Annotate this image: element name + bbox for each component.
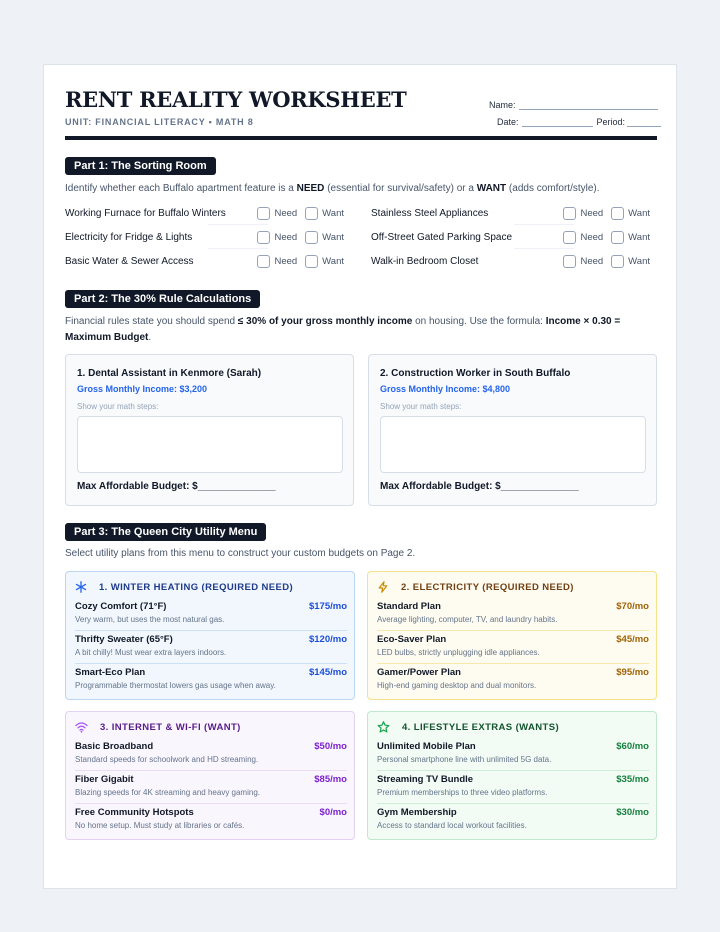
plan-divider <box>377 803 649 804</box>
plan-name: Streaming TV Bundle <box>377 774 474 785</box>
plan-name: Unlimited Mobile Plan <box>377 741 476 752</box>
plan-price: $0/mo <box>319 807 347 818</box>
want-option-label: Want <box>628 207 650 219</box>
name-field[interactable] <box>519 101 658 110</box>
menu-card-header <box>75 581 293 593</box>
menu-card-title: 3. INTERNET & WI-FI (WANT) <box>100 721 241 733</box>
calc-card-title: 1. Dental Assistant in Kenmore (Sarah) <box>77 368 262 379</box>
checkbox-box[interactable] <box>563 231 576 244</box>
menu-card-header <box>377 581 574 593</box>
plan-description: No home setup. Must study at libraries or cafés. <box>75 821 245 830</box>
need-checkbox[interactable] <box>257 255 297 268</box>
plan-description: Blazing speeds for 4K streaming and heavy gaming. <box>75 788 260 797</box>
utility-menu-card <box>367 571 657 700</box>
need-option-label: Need <box>274 255 298 267</box>
plan-divider <box>377 770 649 771</box>
want-option-label: Want <box>322 255 344 267</box>
menu-plan-item[interactable] <box>377 807 649 840</box>
plan-divider <box>377 630 649 631</box>
sort-item-row <box>371 201 658 225</box>
need-checkbox[interactable] <box>563 255 603 268</box>
plan-divider <box>75 630 347 631</box>
calc-card-title: 2. Construction Worker in South Buffalo <box>380 368 571 379</box>
need-option-label: Need <box>580 255 604 267</box>
checkbox-box[interactable] <box>257 231 270 244</box>
period-field[interactable] <box>627 118 661 127</box>
sort-item-row <box>65 201 352 225</box>
plan-description: LED bulbs, strictly unplugging idle appliances. <box>377 648 540 657</box>
checkbox-box[interactable] <box>305 231 318 244</box>
plan-name: Gamer/Power Plan <box>377 667 461 678</box>
sort-item-row <box>65 249 352 273</box>
utility-menu-card <box>367 711 657 840</box>
want-checkbox[interactable] <box>611 231 650 244</box>
gross-income: Gross Monthly Income: $4,800 <box>380 384 511 394</box>
want-keyword: WANT <box>476 183 507 194</box>
need-checkbox[interactable] <box>257 231 297 244</box>
sort-item-row <box>65 225 352 249</box>
plan-description: Average lighting, computer, TV, and laundry habits. <box>377 615 558 624</box>
plan-description: A bit chilly! Must wear extra layers indoors. <box>75 648 227 657</box>
need-option-label: Need <box>274 207 298 219</box>
lightning-icon <box>377 581 395 593</box>
sort-item-row <box>371 249 658 273</box>
part2-intro-text: Financial rules state you should spend <box>65 316 238 327</box>
plan-price: $145/mo <box>308 667 347 678</box>
sort-item-label: Off-Street Gated Parking Space <box>371 231 513 243</box>
part3-label: Part 3: The Queen City Utility Menu <box>65 523 266 541</box>
star-icon <box>377 721 396 733</box>
math-work-area[interactable] <box>380 416 646 473</box>
plan-description: Access to standard local workout facilities. <box>377 821 527 830</box>
calc-card-construction <box>368 354 657 506</box>
part3-instructions: Select utility plans from this menu to construct your custom budgets on Page 2. <box>65 548 416 559</box>
max-budget-line: Max Affordable Budget: $______________ <box>380 481 579 492</box>
menu-plan-item[interactable] <box>75 807 347 840</box>
plan-name: Thrifty Sweater (65°F) <box>75 634 173 645</box>
checkbox-box[interactable] <box>257 255 270 268</box>
plan-description: Very warm, but uses the most natural gas. <box>75 615 225 624</box>
menu-plan-item[interactable] <box>377 667 649 700</box>
checkbox-box[interactable] <box>305 207 318 220</box>
plan-divider <box>75 663 347 664</box>
plan-name: Cozy Comfort (71°F) <box>75 601 167 612</box>
part2-intro-text: on housing. Use the formula: <box>412 316 546 327</box>
checkbox-box[interactable] <box>257 207 270 220</box>
part2-intro-text: . <box>148 332 152 343</box>
snowflake-icon <box>75 581 93 593</box>
plan-price: $120/mo <box>308 634 347 645</box>
need-checkbox[interactable] <box>563 231 603 244</box>
sort-item-label: Electricity for Fridge & Lights <box>65 231 193 243</box>
checkbox-box[interactable] <box>563 207 576 220</box>
part1-intro-text: Identify whether each Buffalo apartment feature is a <box>65 183 297 194</box>
plan-name: Standard Plan <box>377 601 441 612</box>
need-checkbox[interactable] <box>563 207 603 220</box>
need-option-label: Need <box>580 207 604 219</box>
menu-plan-item[interactable] <box>75 667 347 700</box>
header-divider <box>65 136 657 140</box>
max-budget-line: Max Affordable Budget: $______________ <box>77 481 276 492</box>
plan-price: $50/mo <box>314 741 347 752</box>
plan-price: $85/mo <box>314 774 347 785</box>
math-work-area[interactable] <box>77 416 343 473</box>
formula-highlight: Income × 0.30 = Maximum Budget <box>65 316 621 343</box>
need-checkbox[interactable] <box>257 207 297 220</box>
want-checkbox[interactable] <box>611 255 650 268</box>
plan-description: Programmable thermostat lowers gas usage when away. <box>75 681 276 690</box>
plan-description: High-end gaming desktop and dual monitors. <box>377 681 537 690</box>
checkbox-box[interactable] <box>305 255 318 268</box>
plan-name: Smart-Eco Plan <box>75 667 146 678</box>
plan-divider <box>377 663 649 664</box>
want-option-label: Want <box>628 255 650 267</box>
part2-label: Part 2: The 30% Rule Calculations <box>65 290 260 308</box>
plan-description: Personal smartphone line with unlimited 5G data. <box>377 755 552 764</box>
want-checkbox[interactable] <box>305 231 344 244</box>
gross-income: Gross Monthly Income: $3,200 <box>77 384 208 394</box>
math-steps-label: Show your math steps: <box>380 402 462 411</box>
menu-card-title: 4. LIFESTYLE EXTRAS (WANTS) <box>402 721 560 733</box>
plan-price: $35/mo <box>616 774 649 785</box>
checkbox-box[interactable] <box>563 255 576 268</box>
plan-name: Basic Broadband <box>75 741 154 752</box>
plan-price: $95/mo <box>616 667 649 678</box>
sort-item-label: Basic Water & Sewer Access <box>65 255 194 267</box>
plan-description: Premium memberships to three video platforms. <box>377 788 548 797</box>
plan-description: Standard speeds for schoolwork and HD streaming. <box>75 755 259 764</box>
part1-intro-text: (adds comfort/style). <box>506 183 600 194</box>
menu-card-header <box>75 721 241 733</box>
want-option-label: Want <box>322 231 344 243</box>
menu-card-title: 2. ELECTRICITY (REQUIRED NEED) <box>401 581 574 593</box>
rule-highlight: ≤ 30% of your gross monthly income <box>237 316 413 327</box>
utility-menu-card <box>65 711 355 840</box>
math-steps-label: Show your math steps: <box>77 402 159 411</box>
plan-price: $45/mo <box>616 634 649 645</box>
checkbox-box[interactable] <box>611 231 624 244</box>
plan-price: $30/mo <box>616 807 649 818</box>
want-checkbox[interactable] <box>305 255 344 268</box>
date-field[interactable] <box>522 118 593 127</box>
plan-name: Gym Membership <box>377 807 457 818</box>
checkbox-box[interactable] <box>611 255 624 268</box>
calc-card-sarah <box>65 354 354 506</box>
utility-menu-card <box>65 571 355 700</box>
menu-card-title: 1. WINTER HEATING (REQUIRED NEED) <box>99 581 294 593</box>
plan-divider <box>75 770 347 771</box>
page-title: RENT REALITY WORKSHEET <box>65 87 407 112</box>
want-option-label: Want <box>628 231 650 243</box>
need-option-label: Need <box>580 231 604 243</box>
plan-name: Eco-Saver Plan <box>377 634 447 645</box>
period-label: Period: <box>596 117 626 127</box>
plan-divider <box>75 803 347 804</box>
sort-item-label: Stainless Steel Appliances <box>371 207 489 219</box>
part2-instructions <box>65 314 657 346</box>
part1-label: Part 1: The Sorting Room <box>65 157 216 175</box>
want-checkbox[interactable] <box>305 207 344 220</box>
plan-price: $175/mo <box>308 601 347 612</box>
plan-name: Free Community Hotspots <box>75 807 194 818</box>
menu-card-header <box>377 721 559 733</box>
need-keyword: NEED <box>296 183 325 194</box>
name-label: Name: <box>489 100 516 110</box>
want-checkbox[interactable] <box>611 207 650 220</box>
part1-intro-text: (essential for survival/safety) or a <box>324 183 477 194</box>
sort-item-row <box>371 225 658 249</box>
plan-name: Fiber Gigabit <box>75 774 134 785</box>
want-option-label: Want <box>322 207 344 219</box>
checkbox-box[interactable] <box>611 207 624 220</box>
plan-price: $60/mo <box>616 741 649 752</box>
sort-item-label: Walk-in Bedroom Closet <box>371 255 479 267</box>
part1-instructions <box>65 181 657 197</box>
sort-item-label: Working Furnace for Buffalo Winters <box>65 207 226 219</box>
date-label: Date: <box>497 117 519 127</box>
wifi-icon <box>75 721 94 733</box>
page-subtitle: UNIT: FINANCIAL LITERACY • MATH 8 <box>65 117 254 127</box>
need-option-label: Need <box>274 231 298 243</box>
plan-price: $70/mo <box>616 601 649 612</box>
worksheet-page <box>43 64 677 889</box>
